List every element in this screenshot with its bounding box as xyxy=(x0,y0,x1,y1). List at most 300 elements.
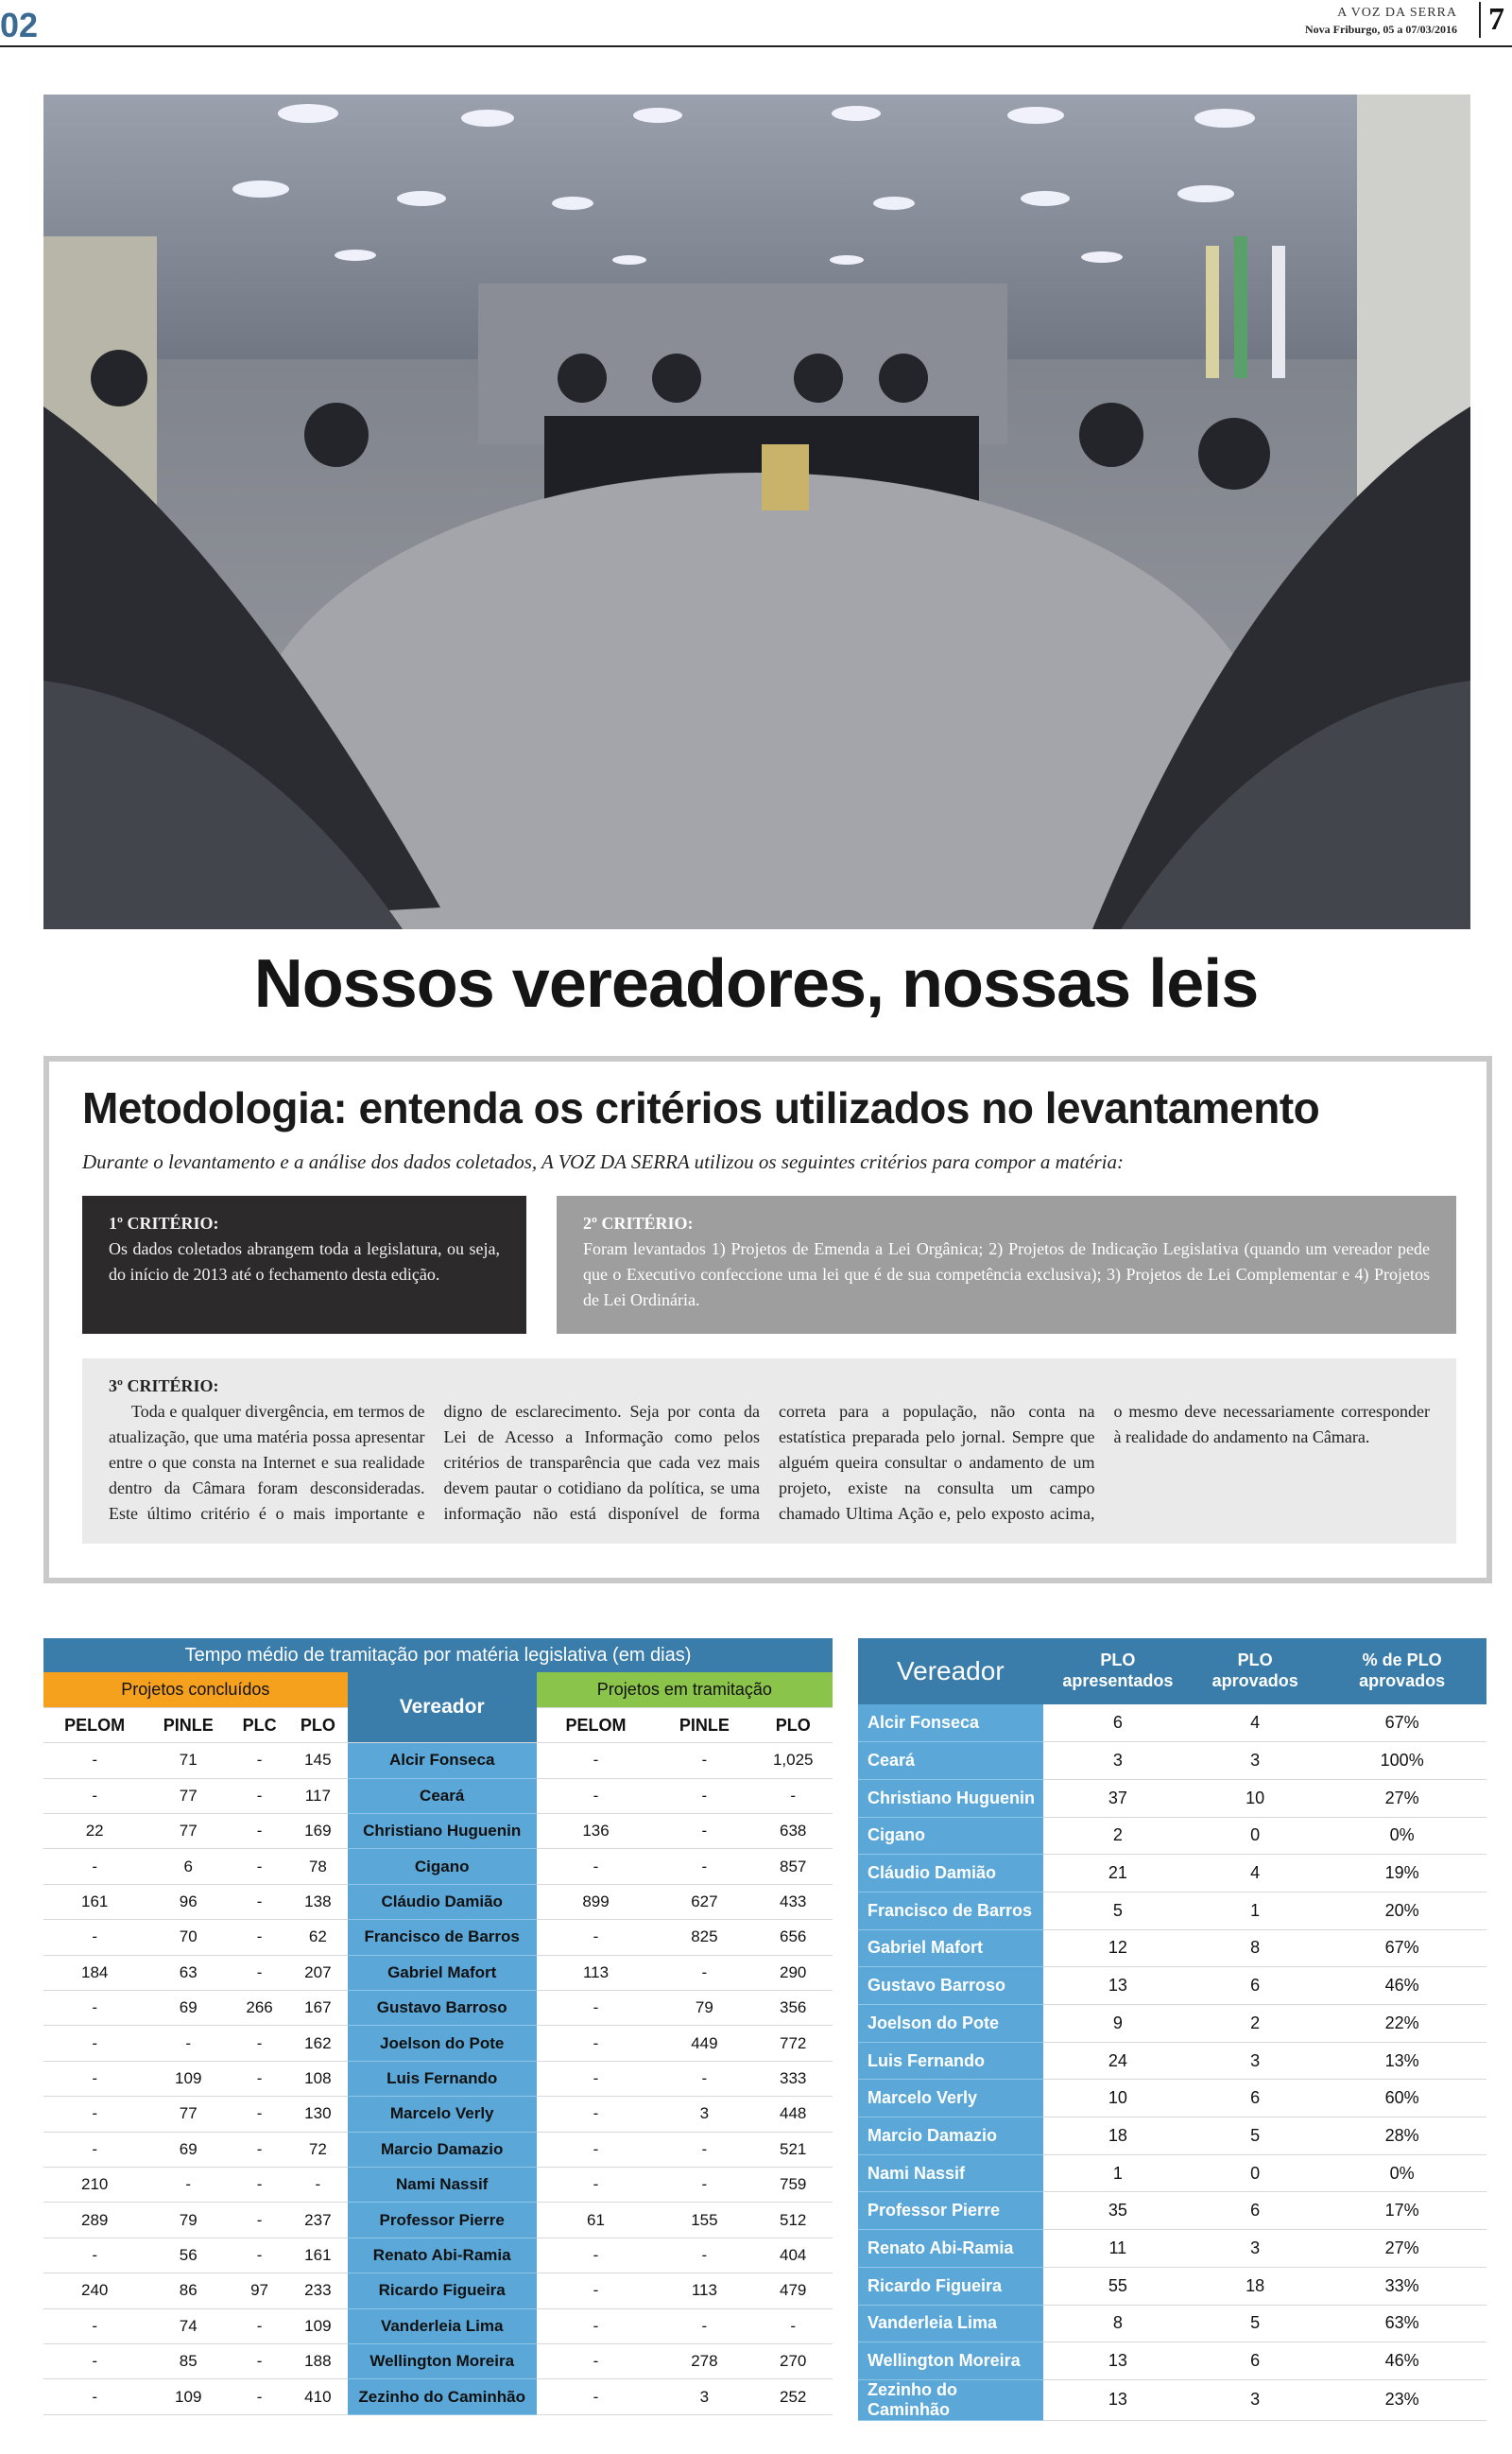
plo-presented-value: 13 xyxy=(1043,2379,1193,2420)
concluded-value: - xyxy=(146,2167,231,2202)
in-progress-value: - xyxy=(537,2167,656,2202)
vereador-name: Marcelo Verly xyxy=(348,2097,537,2132)
in-progress-value: 479 xyxy=(753,2273,833,2308)
vereador-name: Vanderleia Lima xyxy=(348,2308,537,2343)
plo-percent-value: 33% xyxy=(1317,2267,1486,2305)
vereador-name: Joelson do Pote xyxy=(858,2005,1043,2043)
concluded-value: - xyxy=(43,2061,146,2096)
concluded-value: 71 xyxy=(146,1743,231,1778)
table1-row xyxy=(43,2132,833,2167)
concluded-value: 117 xyxy=(288,1778,348,1813)
in-progress-value: - xyxy=(537,1991,656,2026)
table1-row xyxy=(43,1849,833,1884)
council-chamber-image xyxy=(43,95,1470,929)
plo-approved-value: 3 xyxy=(1193,2042,1317,2080)
concluded-value: 266 xyxy=(231,1991,288,2026)
plo-percent-value: 0% xyxy=(1317,1817,1486,1855)
in-progress-value: 79 xyxy=(655,1991,753,2026)
table2-row xyxy=(858,2379,1486,2420)
concluded-value: 78 xyxy=(288,1849,348,1884)
plo-percent-value: 13% xyxy=(1317,2042,1486,2080)
in-progress-value: - xyxy=(655,2238,753,2273)
table2-row xyxy=(858,1929,1486,1967)
concluded-value: - xyxy=(231,2343,288,2378)
vereador-name: Joelson do Pote xyxy=(348,2026,537,2061)
plo-presented-value: 10 xyxy=(1043,2080,1193,2117)
table2-row xyxy=(858,2042,1486,2080)
concluded-value: - xyxy=(231,1884,288,1919)
vereador-name: Luis Fernando xyxy=(858,2042,1043,2080)
criterion-2-text: Foram levantados 1) Projetos de Emenda a Lei Orgânica; 2) Projetos de Indicação Legislativa (quando um vereador pede que o Executivo confeccione uma lei que é de sua competência exclusiva); 3) Projetos de Lei Complementar e 4) Projetos de Lei Ordinária. xyxy=(583,1239,1430,1309)
plo-percent-value: 27% xyxy=(1317,2230,1486,2268)
table1-row xyxy=(43,1920,833,1955)
plo-presented-value: 1 xyxy=(1043,2154,1193,2192)
concluded-value: 138 xyxy=(288,1884,348,1919)
in-progress-value: - xyxy=(655,1955,753,1990)
in-progress-value: 404 xyxy=(753,2238,833,2273)
concluded-value: - xyxy=(231,2026,288,2061)
concluded-value: - xyxy=(288,2167,348,2202)
plo-approved-value: 2 xyxy=(1193,2005,1317,2043)
plo-presented-value: 9 xyxy=(1043,2005,1193,2043)
plo-percent-value: 46% xyxy=(1317,1967,1486,2005)
main-headline: Nossos vereadores, nossas leis xyxy=(253,946,1259,1022)
concluded-value: 79 xyxy=(146,2203,231,2238)
table1-row xyxy=(43,2203,833,2238)
concluded-value: - xyxy=(231,2132,288,2167)
table1-row xyxy=(43,1743,833,1778)
col-plc: PLC xyxy=(231,1707,288,1742)
in-progress-value: - xyxy=(655,1849,753,1884)
plo-presented-value: 5 xyxy=(1043,1892,1193,1929)
vereador-name: Cláudio Damião xyxy=(348,1884,537,1919)
plo-approved-value: 6 xyxy=(1193,2080,1317,2117)
plo-presented-value: 24 xyxy=(1043,2042,1193,2080)
vereador-name: Marcio Damazio xyxy=(348,2132,537,2167)
concluded-value: - xyxy=(231,2097,288,2132)
plo-approved-value: 10 xyxy=(1193,1779,1317,1817)
criterion-3-title: 3º CRITÉRIO: xyxy=(109,1376,219,1395)
in-progress-value: - xyxy=(655,2167,753,2202)
table1-group-row xyxy=(43,1672,833,1707)
concluded-value: 237 xyxy=(288,2203,348,2238)
concluded-value: 207 xyxy=(288,1955,348,1990)
in-progress-value: - xyxy=(537,2061,656,2096)
concluded-value: - xyxy=(231,2238,288,2273)
table1-row xyxy=(43,1884,833,1919)
concluded-value: 161 xyxy=(43,1884,146,1919)
concluded-value: - xyxy=(231,1743,288,1778)
in-progress-value: - xyxy=(655,2132,753,2167)
table1-row xyxy=(43,2026,833,2061)
plo-approved-value: 3 xyxy=(1193,2379,1317,2420)
concluded-value: 210 xyxy=(43,2167,146,2202)
concluded-value: 188 xyxy=(288,2343,348,2378)
vereador-name: Gabriel Mafort xyxy=(348,1955,537,1990)
concluded-value: 109 xyxy=(146,2379,231,2414)
concluded-value: 184 xyxy=(43,1955,146,1990)
concluded-value: - xyxy=(231,1920,288,1955)
plo-presented-value: 12 xyxy=(1043,1929,1193,1967)
plo-presented-value: 55 xyxy=(1043,2267,1193,2305)
concluded-value: 56 xyxy=(146,2238,231,2273)
table1-row xyxy=(43,1955,833,1990)
in-progress-value: 3 xyxy=(655,2097,753,2132)
methodology-box xyxy=(43,1056,1492,1583)
plo-percent-value: 20% xyxy=(1317,1892,1486,1929)
table2-row xyxy=(858,2305,1486,2342)
concluded-value: 72 xyxy=(288,2132,348,2167)
vereador-name: Ricardo Figueira xyxy=(348,2273,537,2308)
criterion-2 xyxy=(557,1196,1456,1334)
plo-approved-value: 8 xyxy=(1193,1929,1317,1967)
concluded-value: 70 xyxy=(146,1920,231,1955)
plo-approved-value: 6 xyxy=(1193,2192,1317,2230)
page-header xyxy=(0,0,1512,47)
criterion-1-title: 1º CRITÉRIO: xyxy=(109,1214,219,1233)
vereador-name: Wellington Moreira xyxy=(348,2343,537,2378)
concluded-value: - xyxy=(231,2308,288,2343)
table2-header-row xyxy=(858,1638,1486,1704)
in-progress-value: - xyxy=(655,2061,753,2096)
concluded-value: - xyxy=(231,1955,288,1990)
concluded-value: - xyxy=(43,1849,146,1884)
vereador-name: Cigano xyxy=(348,1849,537,1884)
plo-presented-value: 21 xyxy=(1043,1855,1193,1892)
concluded-value: - xyxy=(43,1778,146,1813)
concluded-value: 410 xyxy=(288,2379,348,2414)
concluded-value: 162 xyxy=(288,2026,348,2061)
vereador-name: Gustavo Barroso xyxy=(858,1967,1043,2005)
in-progress-value: 290 xyxy=(753,1955,833,1990)
col-pelom-progress: PELOM xyxy=(537,1707,656,1742)
col-pinle-progress: PINLE xyxy=(655,1707,753,1742)
table1-row xyxy=(43,2238,833,2273)
concluded-value: 22 xyxy=(43,1814,146,1849)
page-number: 7 xyxy=(1479,2,1504,38)
vereador-name: Cigano xyxy=(858,1817,1043,1855)
plo-approved-value: 3 xyxy=(1193,1742,1317,1780)
vereador-name: Professor Pierre xyxy=(858,2192,1043,2230)
vereador-name: Cláudio Damião xyxy=(858,1855,1043,1892)
concluded-value: 109 xyxy=(288,2308,348,2343)
vereador-name: Wellington Moreira xyxy=(858,2342,1043,2380)
in-progress-value: - xyxy=(537,2343,656,2378)
vereador-name: Vanderleia Lima xyxy=(858,2305,1043,2342)
concluded-value: 69 xyxy=(146,2132,231,2167)
concluded-value: 145 xyxy=(288,1743,348,1778)
criterion-1-text: Os dados coletados abrangem toda a legislatura, ou seja, do início de 2013 até o fechamento desta edição. xyxy=(109,1239,500,1284)
plo-percent-value: 46% xyxy=(1317,2342,1486,2380)
table2-row xyxy=(858,1967,1486,2005)
plo-approved-value: 5 xyxy=(1193,2117,1317,2155)
concluded-value: 233 xyxy=(288,2273,348,2308)
table2-row xyxy=(858,1855,1486,1892)
concluded-value: 77 xyxy=(146,1778,231,1813)
concluded-value: - xyxy=(43,2097,146,2132)
vereador-name: Marcio Damazio xyxy=(858,2117,1043,2155)
in-progress-value: 278 xyxy=(655,2343,753,2378)
vereador-name: Professor Pierre xyxy=(348,2203,537,2238)
in-progress-value: 899 xyxy=(537,1884,656,1919)
in-progress-value: 449 xyxy=(655,2026,753,2061)
plo-percent-value: 27% xyxy=(1317,1779,1486,1817)
plo-percent-value: 17% xyxy=(1317,2192,1486,2230)
plo-percent-value: 100% xyxy=(1317,1742,1486,1780)
concluded-value: 240 xyxy=(43,2273,146,2308)
table2-row xyxy=(858,2080,1486,2117)
vereador-name: Marcelo Verly xyxy=(858,2080,1043,2117)
header-plo-approved: PLO aprovados xyxy=(1193,1638,1317,1704)
table1-vereador-header: Vereador xyxy=(348,1672,537,1743)
vereador-name: Gustavo Barroso xyxy=(348,1991,537,2026)
plo-presented-value: 6 xyxy=(1043,1704,1193,1742)
plo-approved-value: 18 xyxy=(1193,2267,1317,2305)
concluded-value: 6 xyxy=(146,1849,231,1884)
plo-approved-value: 6 xyxy=(1193,1967,1317,2005)
header-plo-presented: PLO apresentados xyxy=(1043,1638,1193,1704)
chamber-photo xyxy=(43,95,1470,929)
concluded-value: - xyxy=(231,2167,288,2202)
concluded-value: 289 xyxy=(43,2203,146,2238)
in-progress-value: 1,025 xyxy=(753,1743,833,1778)
header-plo-percent: % de PLO aprovados xyxy=(1317,1638,1486,1704)
concluded-value: - xyxy=(231,2379,288,2414)
plo-percent-value: 60% xyxy=(1317,2080,1486,2117)
table2-row xyxy=(858,2005,1486,2043)
plo-presented-value: 3 xyxy=(1043,1742,1193,1780)
table2-row xyxy=(858,1892,1486,1929)
concluded-value: 108 xyxy=(288,2061,348,2096)
concluded-value: - xyxy=(43,2308,146,2343)
in-progress-value: 270 xyxy=(753,2343,833,2378)
plo-percent-value: 0% xyxy=(1317,2154,1486,2192)
concluded-value: - xyxy=(146,2026,231,2061)
in-progress-value: - xyxy=(537,1920,656,1955)
table2-row xyxy=(858,1704,1486,1742)
plo-percent-value: 63% xyxy=(1317,2305,1486,2342)
table1-row xyxy=(43,2379,833,2414)
concluded-value: 85 xyxy=(146,2343,231,2378)
in-progress-value: - xyxy=(537,1849,656,1884)
plo-approved-value: 0 xyxy=(1193,2154,1317,2192)
in-progress-value: 136 xyxy=(537,1814,656,1849)
col-pinle: PINLE xyxy=(146,1707,231,1742)
table1-row xyxy=(43,2097,833,2132)
in-progress-value: 252 xyxy=(753,2379,833,2414)
plo-approved-value: 4 xyxy=(1193,1855,1317,1892)
methodology-title: Metodologia: entenda os critérios utilizados no levantamento xyxy=(82,1083,1320,1132)
concluded-value: - xyxy=(231,2061,288,2096)
plo-presented-value: 35 xyxy=(1043,2192,1193,2230)
table2-row xyxy=(858,2267,1486,2305)
in-progress-value: - xyxy=(655,1743,753,1778)
table1-row xyxy=(43,2061,833,2096)
table2-vereador-header: Vereador xyxy=(858,1638,1043,1704)
plo-approval-table xyxy=(858,1638,1486,2421)
plo-percent-value: 19% xyxy=(1317,1855,1486,1892)
concluded-value: - xyxy=(231,1778,288,1813)
in-progress-value: 638 xyxy=(753,1814,833,1849)
concluded-value: - xyxy=(231,1814,288,1849)
table2-row xyxy=(858,2230,1486,2268)
plo-presented-value: 2 xyxy=(1043,1817,1193,1855)
concluded-value: 86 xyxy=(146,2273,231,2308)
in-progress-value: 656 xyxy=(753,1920,833,1955)
concluded-value: - xyxy=(43,2238,146,2273)
in-progress-value: - xyxy=(537,2132,656,2167)
vereador-name: Nami Nassif xyxy=(348,2167,537,2202)
concluded-value: 77 xyxy=(146,2097,231,2132)
concluded-value: 169 xyxy=(288,1814,348,1849)
in-progress-value: 825 xyxy=(655,1920,753,1955)
table2-row xyxy=(858,2192,1486,2230)
criterion-3 xyxy=(82,1358,1456,1544)
criterion-1 xyxy=(82,1196,526,1334)
plo-presented-value: 13 xyxy=(1043,1967,1193,2005)
concluded-value: 167 xyxy=(288,1991,348,2026)
in-progress-value: - xyxy=(655,1778,753,1813)
in-progress-value: - xyxy=(655,1814,753,1849)
plo-percent-value: 22% xyxy=(1317,2005,1486,2043)
in-progress-value: 356 xyxy=(753,1991,833,2026)
in-progress-value: - xyxy=(537,2308,656,2343)
concluded-value: 74 xyxy=(146,2308,231,2343)
concluded-value: 161 xyxy=(288,2238,348,2273)
vereador-name: Nami Nassif xyxy=(858,2154,1043,2192)
concluded-value: 63 xyxy=(146,1955,231,1990)
in-progress-value: - xyxy=(537,2026,656,2061)
vereador-name: Zezinho do Caminhão xyxy=(858,2379,1043,2420)
concluded-value: 77 xyxy=(146,1814,231,1849)
in-progress-value: 627 xyxy=(655,1884,753,1919)
in-progress-value: - xyxy=(537,2273,656,2308)
in-progress-value: - xyxy=(655,2308,753,2343)
in-progress-value: 433 xyxy=(753,1884,833,1919)
plo-approved-value: 3 xyxy=(1193,2230,1317,2268)
table1-row xyxy=(43,2273,833,2308)
group-in-progress: Projetos em tramitação xyxy=(537,1672,833,1707)
vereador-name: Ceará xyxy=(858,1742,1043,1780)
plo-presented-value: 18 xyxy=(1043,2117,1193,2155)
table1-row xyxy=(43,2343,833,2378)
criterion-3-text: Toda e qualquer divergência, em termos de atualização, que uma matéria possa apresentar entre o que consta na Internet e sua realidade dentro da Câmara foram desconsideradas. Este último critério é o mais importante e digno de esclarecimento. Seja por conta da Lei de Acesso a Informação como pelos critérios de transparência que cada vez mais devem pautar o cotidiano da política, se uma informação não está disponível de forma correta para a população, não conta na estatística preparada pelo jornal. Sempre que alguém queira consultar o andamento de um projeto, existe na consulta um campo chamado Ultima Ação e, pelo exposto acima, o mesmo deve necessariamente corresponder à realidade do andamento na Câmara. xyxy=(109,1402,1430,1523)
concluded-value: - xyxy=(231,1849,288,1884)
vereador-name: Christiano Huguenin xyxy=(858,1779,1043,1817)
col-plo-progress: PLO xyxy=(753,1707,833,1742)
plo-approved-value: 0 xyxy=(1193,1817,1317,1855)
plo-percent-value: 67% xyxy=(1317,1929,1486,1967)
in-progress-value: 113 xyxy=(655,2273,753,2308)
group-concluded: Projetos concluídos xyxy=(43,1672,348,1707)
vereador-name: Renato Abi-Ramia xyxy=(858,2230,1043,2268)
plo-presented-value: 11 xyxy=(1043,2230,1193,2268)
concluded-value: - xyxy=(43,2379,146,2414)
vereador-name: Francisco de Barros xyxy=(348,1920,537,1955)
left-page-number: 02 xyxy=(0,6,39,44)
processing-time-table xyxy=(43,1638,833,2415)
in-progress-value: 3 xyxy=(655,2379,753,2414)
table2-row xyxy=(858,1817,1486,1855)
in-progress-value: - xyxy=(753,1778,833,1813)
table1-row xyxy=(43,1814,833,1849)
concluded-value: 97 xyxy=(231,2273,288,2308)
table2-row xyxy=(858,2154,1486,2192)
in-progress-value: 333 xyxy=(753,2061,833,2096)
in-progress-value: 857 xyxy=(753,1849,833,1884)
plo-approved-value: 4 xyxy=(1193,1704,1317,1742)
concluded-value: 69 xyxy=(146,1991,231,2026)
plo-approved-value: 1 xyxy=(1193,1892,1317,1929)
vereador-name: Renato Abi-Ramia xyxy=(348,2238,537,2273)
in-progress-value: - xyxy=(537,2097,656,2132)
col-pelom: PELOM xyxy=(43,1707,146,1742)
concluded-value: - xyxy=(43,2026,146,2061)
table1-row xyxy=(43,1778,833,1813)
in-progress-value: - xyxy=(753,2308,833,2343)
concluded-value: - xyxy=(43,2132,146,2167)
plo-approved-value: 6 xyxy=(1193,2342,1317,2380)
vereador-name: Francisco de Barros xyxy=(858,1892,1043,1929)
table1-row xyxy=(43,1991,833,2026)
in-progress-value: - xyxy=(537,1743,656,1778)
col-plo: PLO xyxy=(288,1707,348,1742)
in-progress-value: 512 xyxy=(753,2203,833,2238)
concluded-value: - xyxy=(43,1743,146,1778)
table1-title: Tempo médio de tramitação por matéria legislativa (em dias) xyxy=(43,1638,833,1672)
in-progress-value: 772 xyxy=(753,2026,833,2061)
criterion-2-title: 2º CRITÉRIO: xyxy=(583,1214,694,1233)
table1-row xyxy=(43,2308,833,2343)
vereador-name: Alcir Fonseca xyxy=(348,1743,537,1778)
plo-percent-value: 67% xyxy=(1317,1704,1486,1742)
vereador-name: Ceará xyxy=(348,1778,537,1813)
concluded-value: - xyxy=(43,2343,146,2378)
table2-row xyxy=(858,2342,1486,2380)
in-progress-value: 448 xyxy=(753,2097,833,2132)
edition-date: Nova Friburgo, 05 a 07/03/2016 xyxy=(1305,23,1457,36)
plo-presented-value: 13 xyxy=(1043,2342,1193,2380)
plo-percent-value: 28% xyxy=(1317,2117,1486,2155)
concluded-value: 96 xyxy=(146,1884,231,1919)
plo-presented-value: 8 xyxy=(1043,2305,1193,2342)
in-progress-value: - xyxy=(537,2238,656,2273)
table2-row xyxy=(858,1779,1486,1817)
concluded-value: 62 xyxy=(288,1920,348,1955)
plo-approved-value: 5 xyxy=(1193,2305,1317,2342)
plo-presented-value: 37 xyxy=(1043,1779,1193,1817)
table2-row xyxy=(858,1742,1486,1780)
vereador-name: Christiano Huguenin xyxy=(348,1814,537,1849)
concluded-value: - xyxy=(43,1991,146,2026)
in-progress-value: - xyxy=(537,1778,656,1813)
vereador-name: Zezinho do Caminhão xyxy=(348,2379,537,2414)
table2-row xyxy=(858,2117,1486,2155)
vereador-name: Luis Fernando xyxy=(348,2061,537,2096)
vereador-name: Gabriel Mafort xyxy=(858,1929,1043,1967)
in-progress-value: - xyxy=(537,2379,656,2414)
concluded-value: 130 xyxy=(288,2097,348,2132)
in-progress-value: 61 xyxy=(537,2203,656,2238)
paper-name: A VOZ DA SERRA xyxy=(1337,6,1457,20)
in-progress-value: 113 xyxy=(537,1955,656,1990)
concluded-value: 109 xyxy=(146,2061,231,2096)
vereador-name: Ricardo Figueira xyxy=(858,2267,1043,2305)
methodology-intro: Durante o levantamento e a análise dos dados coletados, A VOZ DA SERRA utilizou os seguintes critérios para compor a matéria: xyxy=(82,1150,1124,1173)
in-progress-value: 155 xyxy=(655,2203,753,2238)
plo-percent-value: 23% xyxy=(1317,2379,1486,2420)
concluded-value: - xyxy=(231,2203,288,2238)
